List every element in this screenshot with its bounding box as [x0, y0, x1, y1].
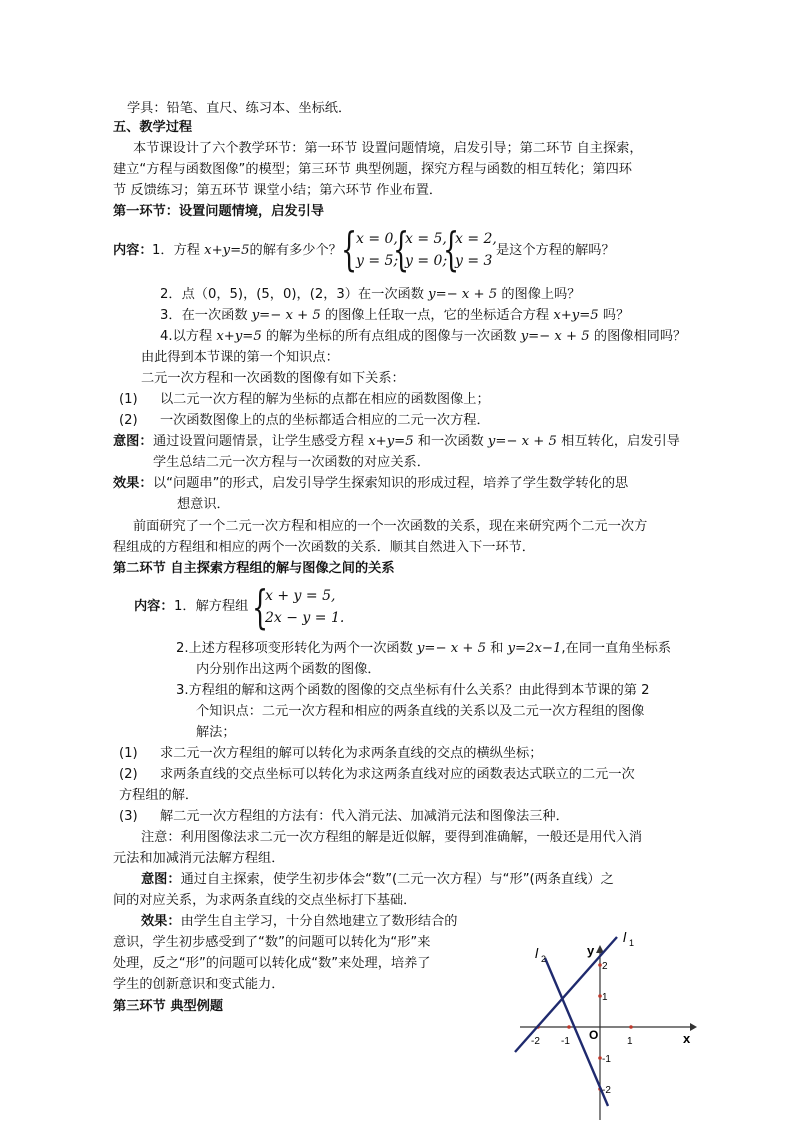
line-l2	[545, 958, 608, 1106]
brace-c: {	[443, 222, 460, 276]
q1-equation: x+y=5	[204, 243, 250, 258]
effect-2-line-3: 处理，反之“形”的问题可以转化成“数”来处理，培养了	[113, 956, 431, 971]
tick-y-2: 2	[602, 961, 608, 972]
materials-line: 学具：铅笔、直尺、练习本、坐标纸．	[127, 101, 352, 116]
origin-label: O	[589, 1028, 599, 1042]
relation-1-num: (1)	[119, 392, 138, 407]
intent-2-line-1: 意图：通过自主探索，使学生初步体会“数”(二元一次方程）与“形”(两条直线）之	[141, 872, 614, 887]
q1-text-c: 是这个方程的解吗？	[496, 243, 615, 258]
q1-text-a: 1．方程	[152, 243, 205, 258]
brace-d: {	[252, 580, 269, 634]
stage-3-heading: 第三环节 典型例题	[113, 999, 224, 1014]
transition-line-1: 前面研究了一个二元一次方程和相应的一个一次函数的关系，现在来研究两个二元一次方	[133, 519, 648, 534]
tick-y-1: 1	[602, 992, 608, 1003]
question-4: 4.以方程 x+y=5 的解为坐标的所有点组成的图像与一次函数 y=− x + 5 的图像相同吗？	[160, 329, 687, 344]
x-axis-arrow	[690, 1023, 697, 1031]
point-2-num: (2)	[119, 767, 138, 782]
exercise-2-cont: 内分别作出这两个函数的图像．	[196, 662, 381, 677]
brace-a: {	[341, 222, 358, 276]
l1-subscript: 1	[629, 938, 635, 948]
note-line-2: 元法和加减消元法解方程组．	[113, 851, 285, 866]
l2-subscript: 2	[541, 954, 547, 964]
coordinate-graph	[505, 925, 705, 1125]
effect-line-1: 以“问题串”的形式，启发引导学生探索知识的形成过程，培养了学生数学转化的思	[153, 476, 629, 491]
system-b: x = 5, y = 0;	[405, 231, 448, 269]
effect-2-line-4: 学生的创新意识和变式能力．	[113, 977, 285, 992]
tick-x-neg1: -1	[561, 1036, 570, 1047]
knowledge-relation: 二元一次方程和一次函数的图像有如下关系：	[141, 371, 405, 386]
intro-line-3: 节 反馈练习；第五环节 课堂小结；第六环节 作业布置．	[113, 183, 443, 198]
exercise-3-line-3: 解法；	[196, 725, 236, 740]
intent-line-2: 学生总结二元一次方程与一次函数的对应关系．	[153, 455, 430, 470]
point-1: 求二元一次方程组的解可以转化为求两条直线的交点的横纵坐标；	[160, 746, 543, 761]
system-c: x = 2, y = 3	[455, 231, 497, 269]
effect-2-line-2: 意识，学生初步感受到了“数”的问题可以转化为“形”来	[113, 935, 431, 950]
q1-text-b: 的解有多少个？	[249, 243, 342, 258]
exercise-2: 2.上述方程移项变形转化为两个一次函数 y=− x + 5 和 y=2x−1,在同一直角坐标系	[176, 641, 672, 656]
l1-label: l	[623, 929, 627, 945]
effect-label: 效果：	[113, 476, 153, 491]
system-a: x = 0, y = 5;	[356, 231, 399, 269]
question-3: 3．在一次函数 y=− x + 5 的图像上任取一点，它的坐标适合方程 x+y=5 吗？	[160, 308, 630, 323]
tick-x-1: 1	[627, 1036, 633, 1047]
tick-y-neg2: -2	[602, 1085, 611, 1096]
intro-line-2: 建立“方程与函数图像”的模型；第三环节 典型例题，探究方程与函数的相互转化；第四环	[113, 162, 632, 177]
effect-line-2: 想意识．	[177, 497, 230, 512]
point-2-line-2: 方程组的解．	[119, 788, 199, 803]
tick-x-neg2: -2	[531, 1036, 540, 1047]
content-label: 内容：	[113, 243, 153, 258]
transition-line-2: 程组成的方程组和相应的两个一次函数的关系．顺其自然进入下一环节．	[113, 540, 535, 555]
content-label-2: 内容：	[134, 599, 174, 614]
relation-2-num: (2)	[119, 413, 138, 428]
section-heading-5: 五、教学过程	[113, 120, 193, 135]
note-line-1: 注意：利用图像法求二元一次方程组的解是近似解，要得到准确解，一般还是用代入消	[141, 830, 643, 845]
intent-label: 意图：	[113, 434, 153, 449]
brace-b: {	[393, 222, 410, 276]
point-2-line-1: 求两条直线的交点坐标可以转化为求这两条直线对应的函数表达式联立的二元一次	[160, 767, 635, 782]
point-3-num: (3)	[119, 809, 138, 824]
question-1	[152, 242, 342, 260]
effect-2-line-1: 效果：由学生自主学习，十分自然地建立了数形结合的	[141, 914, 458, 929]
stage-2-heading: 第二环节 自主探索方程组的解与图像之间的关系	[113, 561, 395, 576]
intro-line-1: 本节课设计了六个教学环节：第一环节 设置问题情境，启发引导；第二环节 自主探索，	[133, 141, 643, 156]
relation-2: 一次函数图像上的点的坐标都适合相应的二元一次方程．	[160, 413, 490, 428]
exercise-1: 1．解方程组	[174, 599, 249, 614]
exercise-3-line-2: 个知识点：二元一次方程和相应的两条直线的关系以及二元一次方程组的图像	[196, 704, 645, 719]
point-3: 解二元一次方程组的方法有：代入消元法、加减消元法和图像法三种．	[160, 809, 569, 824]
stage-1-heading: 第一环节：设置问题情境，启发引导	[113, 204, 324, 219]
knowledge-intro: 由此得到本节课的第一个知识点：	[141, 350, 339, 365]
intent-line-1: 通过设置问题情景，让学生感受方程 x+y=5 和一次函数 y=− x + 5 相互转化，启发引导	[153, 434, 680, 449]
tick-y-neg1: -1	[602, 1054, 611, 1065]
point-1-num: (1)	[119, 746, 138, 761]
question-2: 2．点（0，5)，(5，0)，(2，3）在一次函数 y=− x + 5 的图像上吗？	[160, 287, 581, 302]
l2-label: l	[535, 945, 539, 961]
exercise-3-line-1: 3.方程组的解和这两个函数的图像的交点坐标有什么关系？由此得到本节课的第 2	[176, 683, 650, 698]
system-d: x + y = 5, 2x − y = 1.	[265, 588, 345, 626]
relation-1: 以二元一次方程的解为坐标的点都在相应的函数图像上；	[160, 392, 490, 407]
x-axis-label: x	[683, 1031, 691, 1046]
y-axis-label: y	[587, 943, 595, 958]
intent-2-line-2: 间的对应关系，为求两条直线的交点坐标打下基础．	[113, 893, 417, 908]
